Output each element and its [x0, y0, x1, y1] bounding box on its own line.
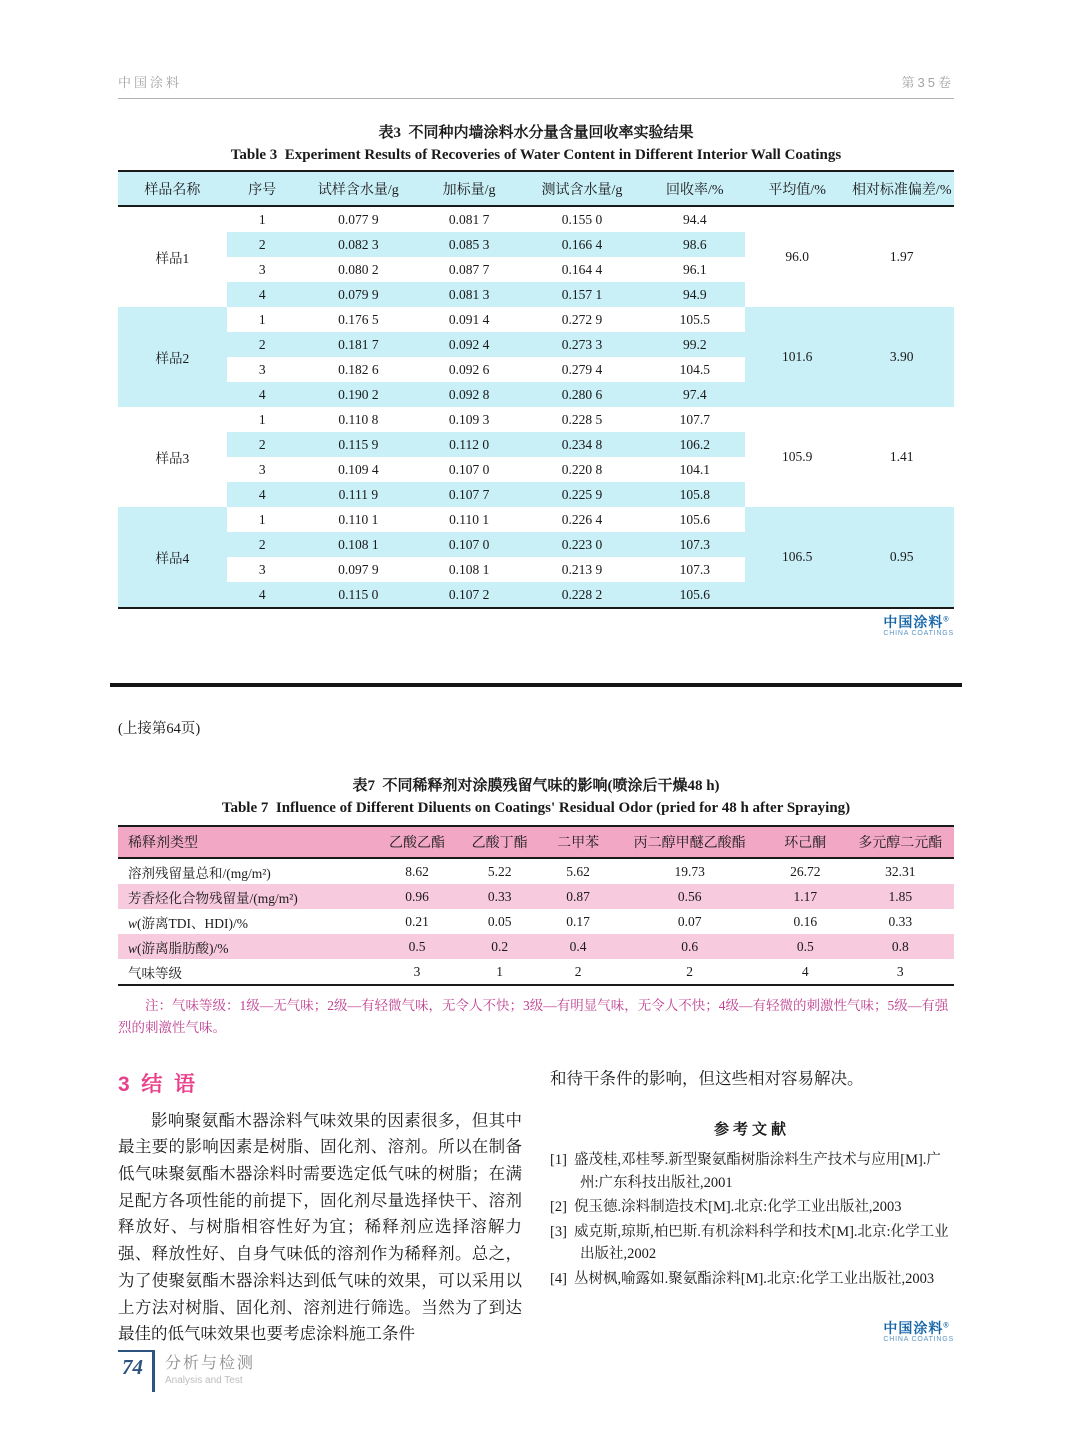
column-header: 测试含水量/g — [519, 171, 644, 206]
china-coatings-logo — [883, 615, 954, 638]
references-heading: 参考文献 — [713, 1122, 790, 1139]
data-cell: 0.182 6 — [338, 361, 379, 377]
data-cell: 0.157 1 — [519, 282, 644, 307]
page-number: 74 — [118, 1350, 155, 1392]
data-cell: 0.107 0 — [419, 532, 519, 557]
data-cell: 0.115 0 — [298, 582, 419, 608]
reference-number: [4] — [550, 1270, 567, 1287]
table7-diluent-odor — [118, 825, 954, 986]
data-cell: 3 — [258, 561, 266, 577]
data-cell: 105.5 — [679, 311, 710, 327]
table3-recovery-results — [118, 170, 954, 609]
data-cell: 4 — [227, 382, 298, 407]
data-cell: 3 — [258, 261, 266, 277]
table-row — [118, 934, 954, 959]
running-head — [118, 0, 954, 99]
data-cell: 107.3 — [645, 532, 745, 557]
reference-number: [2] — [550, 1199, 567, 1216]
logo-zh-text: 中国涂料 — [883, 614, 944, 630]
data-cell: 0.273 3 — [519, 332, 644, 357]
data-cell: 107.3 — [679, 561, 710, 577]
data-cell: 0.21 — [405, 913, 429, 929]
data-cell: 0.223 0 — [519, 532, 644, 557]
column-header: 乙酸丁酯 — [458, 826, 541, 858]
column-header: 平均值/% — [745, 171, 850, 206]
data-cell: 0.5 — [764, 934, 847, 959]
data-cell: 0.87 — [541, 884, 615, 909]
data-cell: 3 — [258, 461, 266, 477]
data-cell: 32.31 — [885, 863, 916, 879]
data-cell: 0.107 0 — [448, 461, 490, 477]
data-cell: 0.091 4 — [448, 311, 490, 327]
data-cell: 1 — [496, 963, 503, 979]
conclusion-paragraph-right: 和待干条件的影响，但这些相对容易解决。 — [550, 1068, 864, 1088]
mean-cell: 96.0 — [785, 249, 810, 264]
logo-zh-text: 中国涂料 — [883, 1319, 944, 1336]
data-cell: 2 — [227, 232, 298, 257]
row-label-cell: 溶剂残留量总和/(mg/m²) — [128, 865, 271, 881]
data-cell: 0.228 5 — [561, 411, 603, 427]
logo-area-table3 — [118, 615, 954, 649]
mean-cell: 101.6 — [745, 307, 850, 407]
data-cell: 1 — [258, 411, 266, 427]
data-cell: 0.077 9 — [338, 211, 379, 227]
mean-cell: 106.5 — [745, 507, 850, 608]
registered-mark-icon: ® — [943, 1322, 950, 1330]
data-cell: 19.73 — [674, 863, 705, 879]
data-cell: 105.6 — [679, 511, 710, 527]
data-cell: 99.2 — [645, 332, 745, 357]
data-cell: 1 — [258, 511, 266, 527]
rsd-cell: 3.90 — [849, 307, 954, 407]
reference-item: [3] 威克斯,琼斯,柏巴斯.有机涂料科学和技术[M].北京:化学工业出版社,2002 — [550, 1221, 954, 1266]
column-header: 样品名称 — [118, 171, 227, 206]
column-header: 乙酸乙酯 — [376, 826, 459, 858]
data-cell: 0.5 — [376, 934, 459, 959]
data-cell: 26.72 — [790, 863, 821, 879]
data-cell: 0.225 9 — [519, 482, 644, 507]
table-row — [118, 858, 954, 884]
data-cell: 105.8 — [645, 482, 745, 507]
rsd-cell: 1.97 — [889, 249, 914, 264]
table-row — [118, 959, 954, 985]
data-cell: 0.092 4 — [419, 332, 519, 357]
data-cell: 0.109 4 — [338, 461, 379, 477]
data-cell: 0.087 7 — [448, 261, 490, 277]
data-cell: 0.155 0 — [561, 211, 603, 227]
data-cell: 2 — [227, 432, 298, 457]
table7-header — [118, 826, 954, 858]
data-cell: 5.22 — [487, 863, 512, 879]
data-cell: 1 — [258, 311, 266, 327]
section-divider-rule — [110, 683, 962, 687]
data-cell: 0.092 6 — [448, 361, 490, 377]
table-row — [118, 884, 954, 909]
data-cell: 0.111 9 — [298, 482, 419, 507]
data-cell: 2 — [574, 963, 582, 979]
column-header: 试样含水量/g — [298, 171, 419, 206]
table7-caption-zh: 表7 不同稀释剂对涂膜残留气味的影响(喷涂后干燥48 h) — [352, 778, 720, 794]
mean-cell: 105.9 — [782, 449, 813, 464]
data-cell: 98.6 — [645, 232, 745, 257]
logo-en-text: CHINA COATINGS — [883, 1336, 954, 1344]
table-row — [118, 507, 954, 532]
data-cell: 0.2 — [458, 934, 541, 959]
data-cell: 0.4 — [541, 934, 615, 959]
data-cell: 0.33 — [458, 884, 541, 909]
data-cell: 0.110 8 — [338, 411, 379, 427]
data-cell: 3 — [413, 963, 421, 979]
reference-item: [1] 盛茂桂,邓桂琴.新型聚氨酯树脂涂料生产技术与应用[M].广州:广东科技出版社,2001 — [550, 1149, 954, 1194]
sample-name-cell: 样品4 — [118, 507, 227, 608]
data-cell: 0.112 0 — [419, 432, 519, 457]
data-cell: 0.213 9 — [561, 561, 603, 577]
page-footer — [118, 1350, 255, 1392]
data-cell: 0.097 9 — [338, 561, 379, 577]
china-coatings-logo — [883, 1321, 954, 1344]
sample-name-cell: 样品3 — [155, 451, 190, 466]
data-cell: 0.56 — [615, 884, 764, 909]
rsd-cell: 0.95 — [849, 507, 954, 608]
data-cell: 0.272 9 — [561, 311, 603, 327]
table3-header-row — [118, 171, 954, 206]
table3-body — [118, 206, 954, 608]
data-cell: 0.17 — [566, 913, 590, 929]
column-header: 相对标准偏差/% — [849, 171, 954, 206]
footer-section-labels — [165, 1350, 255, 1386]
data-cell: 1 — [258, 211, 266, 227]
logo-en-text: CHINA COATINGS — [883, 630, 954, 638]
footer-section-en: Analysis and Test — [165, 1375, 243, 1386]
row-label-cell: 芳香烃化合物残留量/(mg/m²) — [118, 884, 376, 909]
table3-caption-en: Table 3 Experiment Results of Recoveries of Water Content in Different Interior Wall Coatings — [230, 147, 842, 163]
registered-mark-icon: ® — [943, 616, 950, 624]
volume-label: 第35卷 — [901, 75, 954, 90]
table-row — [118, 307, 954, 332]
data-cell: 0.164 4 — [561, 261, 603, 277]
conclusion-heading: 3 结 语 — [118, 1072, 196, 1096]
data-cell: 2 — [686, 963, 693, 979]
data-cell: 107.7 — [679, 411, 710, 427]
data-cell: 0.108 1 — [448, 561, 490, 577]
data-cell: 0.33 — [888, 913, 913, 929]
data-cell: 96.1 — [682, 261, 707, 277]
data-cell: 4 — [227, 282, 298, 307]
conclusion-section — [118, 1066, 954, 1348]
data-cell: 0.081 7 — [448, 211, 490, 227]
references-list — [550, 1149, 954, 1290]
journal-name: 中国涂料 — [118, 75, 183, 90]
data-cell: 0.181 7 — [298, 332, 419, 357]
column-header: 稀释剂类型 — [118, 826, 376, 858]
data-cell: 106.2 — [645, 432, 745, 457]
data-cell: 0.092 8 — [419, 382, 519, 407]
data-cell: 0.6 — [615, 934, 764, 959]
data-cell: 0.108 1 — [298, 532, 419, 557]
rsd-cell: 1.41 — [889, 449, 914, 464]
data-cell: 0.107 2 — [419, 582, 519, 608]
data-cell: 3 — [258, 361, 266, 377]
sample-name-cell: 样品1 — [155, 251, 190, 266]
column-header: 回收率/% — [645, 171, 745, 206]
data-cell: 0.109 3 — [448, 411, 490, 427]
table7-caption-en: Table 7 Influence of Different Diluents on Coatings' Residual Odor (pried for 48 h after Spraying) — [221, 800, 851, 816]
footer-section-zh: 分析与检测 — [165, 1355, 256, 1372]
row-label-cell: 气味等级 — [128, 965, 182, 981]
data-cell: 0.080 2 — [338, 261, 379, 277]
reference-number: [1] — [550, 1152, 567, 1169]
data-cell: 0.16 — [793, 913, 818, 929]
data-cell: 104.1 — [679, 461, 710, 477]
data-cell: 0.8 — [847, 934, 954, 959]
table-row — [118, 206, 954, 232]
data-cell: 94.4 — [682, 211, 707, 227]
data-cell: 8.62 — [405, 863, 429, 879]
data-cell: 97.4 — [645, 382, 745, 407]
data-cell: 4 — [227, 482, 298, 507]
conclusion-paragraph-left: 影响聚氨酯木器涂料气味效果的因素很多，但其中最主要的影响因素是树脂、固化剂、溶剂。所以在制备低气味聚氨酯木器涂料时需要选定低气味的树脂；在满足配方各项性能的前提下，固化剂尽量选择快干、溶剂释放好、与树脂相容性好为宜；稀释剂应选择溶解力强、释放性好、自身气味低的溶剂作为稀释剂。总之，为了使聚氨酯木器涂料达到低气味的效果，可以采用以上方法对树脂、固化剂、溶剂进行筛选。当然为了到达最佳的低气味效果也要考虑涂料施工条件 — [118, 1110, 522, 1344]
table3-caption-zh: 表3 不同种内墙涂料水分量含量回收率实验结果 — [378, 125, 694, 141]
data-cell: 2 — [227, 532, 298, 557]
data-cell: 94.9 — [645, 282, 745, 307]
data-cell: 5.62 — [566, 863, 590, 879]
data-cell: 1.85 — [847, 884, 954, 909]
data-cell: 4 — [227, 582, 298, 608]
column-header: 丙二醇甲醚乙酸酯 — [615, 826, 764, 858]
data-cell: 0.226 4 — [561, 511, 603, 527]
column-header: 序号 — [227, 171, 298, 206]
data-cell: 105.6 — [645, 582, 745, 608]
data-cell: 0.234 8 — [519, 432, 644, 457]
column-header: 环己酮 — [764, 826, 847, 858]
data-cell: 2 — [227, 332, 298, 357]
reference-item: [4] 丛树枫,喻露如.聚氨酯涂料[M].北京:化学工业出版社,2003 — [550, 1268, 954, 1290]
data-cell: 0.228 2 — [519, 582, 644, 608]
data-cell: 0.190 2 — [298, 382, 419, 407]
continued-from-note: (上接第64页) — [118, 721, 201, 737]
data-cell: 0.110 1 — [338, 511, 379, 527]
column-header: 加标量/g — [419, 171, 519, 206]
data-cell: 0.085 3 — [419, 232, 519, 257]
data-cell: 0.107 7 — [419, 482, 519, 507]
data-cell: 0.176 5 — [338, 311, 379, 327]
data-cell: 0.279 4 — [561, 361, 603, 377]
data-cell: 3 — [896, 963, 904, 979]
table3-header — [118, 171, 954, 206]
data-cell: 0.220 8 — [561, 461, 603, 477]
data-cell: 0.079 9 — [298, 282, 419, 307]
right-column — [550, 1066, 954, 1348]
data-cell: 104.5 — [679, 361, 710, 377]
column-header: 二甲苯 — [541, 826, 615, 858]
data-cell: 0.115 9 — [298, 432, 419, 457]
table-row — [118, 909, 954, 934]
data-cell: 0.05 — [487, 913, 512, 929]
table-row — [118, 407, 954, 432]
row-label-cell: w(游离脂肪酸)/% — [118, 934, 376, 959]
column-header: 多元醇二元酯 — [847, 826, 954, 858]
data-cell: 0.110 1 — [449, 511, 490, 527]
data-cell: 0.082 3 — [298, 232, 419, 257]
row-label-cell: w(游离TDI、HDI)/% — [128, 915, 248, 931]
data-cell: 0.07 — [677, 913, 702, 929]
data-cell: 0.081 3 — [419, 282, 519, 307]
table7-header-row — [118, 826, 954, 858]
data-cell: 0.96 — [376, 884, 459, 909]
data-cell: 0.166 4 — [519, 232, 644, 257]
data-cell: 1.17 — [764, 884, 847, 909]
data-cell: 0.280 6 — [519, 382, 644, 407]
reference-number: [3] — [550, 1223, 567, 1240]
reference-item: [2] 倪玉德.涂料制造技术[M].北京:化学工业出版社,2003 — [550, 1196, 954, 1218]
left-column — [118, 1066, 522, 1348]
data-cell: 4 — [801, 963, 809, 979]
sample-name-cell: 样品2 — [118, 307, 227, 407]
table7-footnote: 注：气味等级：1级—无气味；2级—有轻微气味，无令人不快；3级—有明显气味，无令人不快；4级—有轻微的刺激性气味；5级—有强烈的刺激性气味。 — [118, 998, 949, 1036]
table7-body — [118, 858, 954, 985]
